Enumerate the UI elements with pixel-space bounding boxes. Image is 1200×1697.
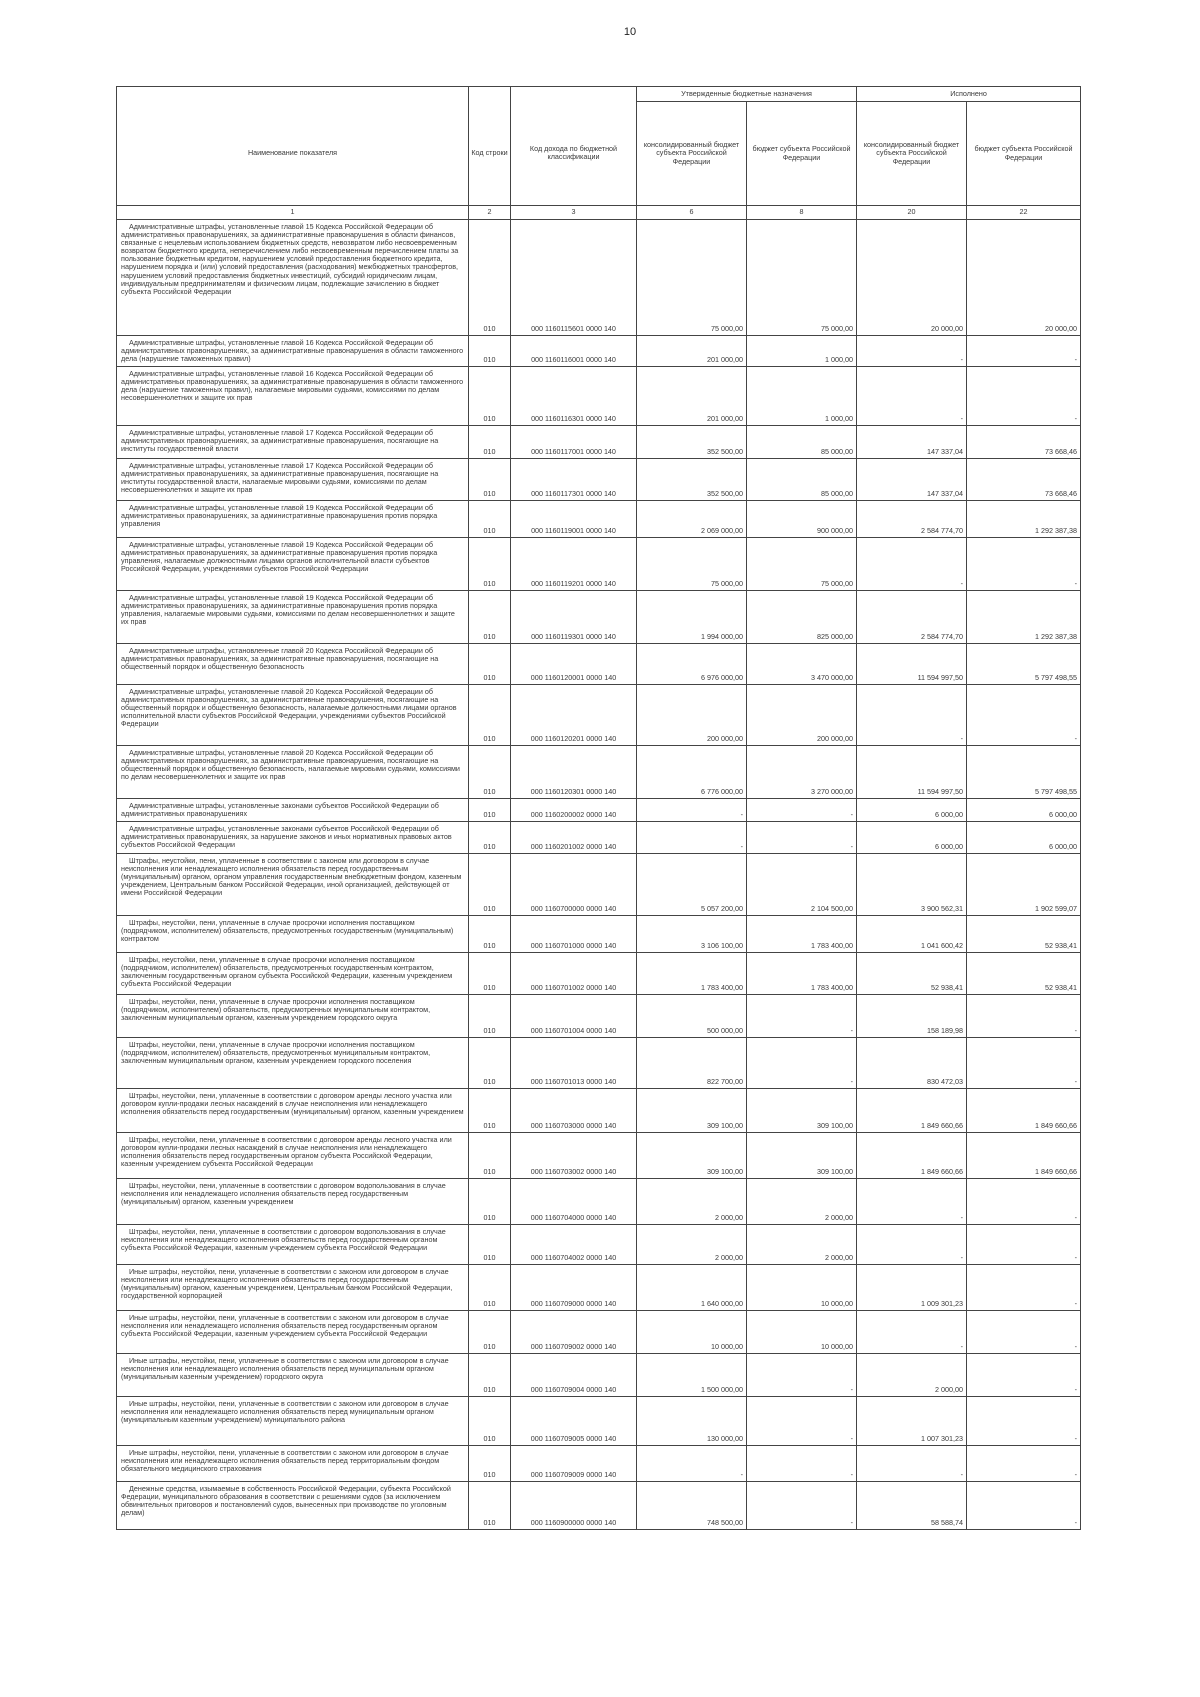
row-subj-executed-cell: -: [967, 1225, 1081, 1265]
row-cons-approved-cell: 352 500,00: [637, 426, 747, 459]
row-subj-executed-cell: -: [967, 1354, 1081, 1397]
table-row: [117, 746, 1081, 799]
row-code-cell: 010: [469, 1265, 511, 1311]
row-cons-executed-cell: -: [857, 1311, 967, 1354]
row-code-cell: 010: [469, 220, 511, 336]
row-kbk-cell: 000 1160119301 0000 140: [511, 591, 637, 644]
row-subj-approved-cell: 10 000,00: [747, 1265, 857, 1311]
row-subj-approved-cell: 900 000,00: [747, 501, 857, 538]
row-code-cell: 010: [469, 501, 511, 538]
row-subj-executed-cell: -: [967, 1179, 1081, 1225]
row-cons-approved-cell: 1 500 000,00: [637, 1354, 747, 1397]
row-kbk-cell: 000 1160700000 0000 140: [511, 854, 637, 916]
table-row: [117, 822, 1081, 854]
row-subj-executed-cell: -: [967, 685, 1081, 746]
row-subj-approved-cell: 309 100,00: [747, 1089, 857, 1133]
header-num-2: 2: [469, 206, 511, 220]
table-row: [117, 685, 1081, 746]
row-cons-approved-cell: 75 000,00: [637, 538, 747, 591]
header-num-3: 3: [511, 206, 637, 220]
row-name-cell: Административные штрафы, установленные главой 17 Кодекса Российской Федерации об административных правонарушениях, за административные правонарушения, посягающие на институты государственной власти, налагаемые мировыми судьями, комиссиями по делам несовершеннолетних и защите их прав: [117, 459, 469, 501]
row-name-cell: Административные штрафы, установленные законами субъектов Российской Федерации об административных правонарушениях, за нарушение законов и иных нормативных правовых актов субъектов Российской Федерации: [117, 822, 469, 854]
row-code-cell: 010: [469, 685, 511, 746]
row-subj-approved-cell: 1 000,00: [747, 367, 857, 426]
table-row: [117, 336, 1081, 367]
row-cons-executed-cell: 58 588,74: [857, 1482, 967, 1530]
row-subj-executed-cell: 20 000,00: [967, 220, 1081, 336]
table-row: [117, 799, 1081, 822]
table-row: [117, 1133, 1081, 1179]
header-num-20: 20: [857, 206, 967, 220]
table-row: [117, 426, 1081, 459]
row-code-cell: 010: [469, 426, 511, 459]
row-cons-executed-cell: 3 900 562,31: [857, 854, 967, 916]
row-name-cell: Иные штрафы, неустойки, пени, уплаченные в соответствии с законом или договором в случае неисполнения или ненадлежащего исполнения обязательств перед государственным (муниципальным) органом, казенным учреждением, Центральным банком Российской Федерации, государственной корпорацией: [117, 1265, 469, 1311]
row-cons-approved-cell: 500 000,00: [637, 995, 747, 1038]
row-cons-approved-cell: 75 000,00: [637, 220, 747, 336]
row-kbk-cell: 000 1160701013 0000 140: [511, 1038, 637, 1089]
row-subj-executed-cell: -: [967, 1482, 1081, 1530]
row-code-cell: 010: [469, 1311, 511, 1354]
header-col-kbk: Код дохода по бюджетной классификации: [511, 102, 637, 206]
row-cons-approved-cell: 6 776 000,00: [637, 746, 747, 799]
row-name-cell: Иные штрафы, неустойки, пени, уплаченные в соответствии с законом или договором в случае неисполнения или ненадлежащего исполнения обязательств перед территориальным фондом обязательного медицинского страхования: [117, 1446, 469, 1482]
row-name-cell: Административные штрафы, установленные главой 20 Кодекса Российской Федерации об административных правонарушениях, за административные правонарушения, посягающие на общественный порядок и общественную безопасность: [117, 644, 469, 685]
row-kbk-cell: 000 1160119001 0000 140: [511, 501, 637, 538]
row-cons-executed-cell: 1 007 301,23: [857, 1397, 967, 1446]
row-cons-approved-cell: 200 000,00: [637, 685, 747, 746]
row-code-cell: 010: [469, 822, 511, 854]
row-name-cell: Штрафы, неустойки, пени, уплаченные в соответствии с договором водопользования в случае неисполнения или ненадлежащего исполнения обязательств перед государственным (муниципальным) органом, казенным учреждением: [117, 1179, 469, 1225]
table-row: [117, 1225, 1081, 1265]
row-subj-approved-cell: 3 470 000,00: [747, 644, 857, 685]
row-name-cell: Штрафы, неустойки, пени, уплаченные в случае просрочки исполнения поставщиком (подрядчиком, исполнителем) обязательств, предусмотренных государственным контрактом, заключенным государственным органом субъекта Российской Федерации, казенным учреждением субъекта Российской Федерации: [117, 953, 469, 995]
row-cons-approved-cell: -: [637, 822, 747, 854]
row-subj-executed-cell: 52 938,41: [967, 953, 1081, 995]
income-report-table: [116, 86, 1081, 1530]
row-cons-executed-cell: 20 000,00: [857, 220, 967, 336]
row-name-cell: Административные штрафы, установленные главой 19 Кодекса Российской Федерации об административных правонарушениях, за административные правонарушения против порядка управления, налагаемые должностными лицами органов исполнительной власти субъектов Российской Федерации, учреждениями субъектов Российской Федерации: [117, 538, 469, 591]
row-name-cell: Административные штрафы, установленные главой 20 Кодекса Российской Федерации об административных правонарушениях, за административные правонарушения, посягающие на общественный порядок и общественную безопасность, налагаемые мировыми судьями, комиссиями по делам несовершеннолетних и защите их прав: [117, 746, 469, 799]
row-subj-executed-cell: 1 292 387,38: [967, 501, 1081, 538]
row-cons-executed-cell: 158 189,98: [857, 995, 967, 1038]
header-group-executed: Исполнено: [857, 87, 1081, 102]
row-subj-approved-cell: -: [747, 799, 857, 822]
row-name-cell: Административные штрафы, установленные главой 20 Кодекса Российской Федерации об административных правонарушениях, за административные правонарушения, посягающие на общественный порядок и общественную безопасность, налагаемые должностными лицами органов исполнительной власти субъектов Российской Федерации, учреждениями субъектов Российской Федерации: [117, 685, 469, 746]
row-cons-executed-cell: -: [857, 538, 967, 591]
row-cons-approved-cell: 201 000,00: [637, 336, 747, 367]
header-num-8: 8: [747, 206, 857, 220]
row-subj-approved-cell: -: [747, 822, 857, 854]
row-kbk-cell: 000 1160709000 0000 140: [511, 1265, 637, 1311]
page-number: 10: [623, 26, 637, 38]
row-subj-approved-cell: 200 000,00: [747, 685, 857, 746]
row-kbk-cell: 000 1160116001 0000 140: [511, 336, 637, 367]
row-cons-executed-cell: 147 337,04: [857, 426, 967, 459]
row-cons-approved-cell: 201 000,00: [637, 367, 747, 426]
row-name-cell: Штрафы, неустойки, пени, уплаченные в соответствии с договором аренды лесного участка или договором купли-продажи лесных насаждений в случае неисполнения или ненадлежащего исполнения обязательств перед государственным органом субъекта Российской Федерации, казенным учреждением субъекта Российской Федерации: [117, 1133, 469, 1179]
header-col-cons-executed: консолидированный бюджет субъекта Российской Федерации: [857, 102, 967, 206]
row-code-cell: 010: [469, 995, 511, 1038]
row-name-cell: Административные штрафы, установленные главой 16 Кодекса Российской Федерации об административных правонарушениях, за административные правонарушения в области таможенного дела (нарушение таможенных правил), налагаемые мировыми судьями, комиссиями по делам несовершеннолетних и защите их прав: [117, 367, 469, 426]
row-cons-approved-cell: 1 994 000,00: [637, 591, 747, 644]
row-cons-approved-cell: -: [637, 799, 747, 822]
header-blank-name: [117, 87, 469, 102]
row-name-cell: Административные штрафы, установленные законами субъектов Российской Федерации об административных правонарушениях: [117, 799, 469, 822]
row-kbk-cell: 000 1160709002 0000 140: [511, 1311, 637, 1354]
row-subj-executed-cell: 1 849 660,66: [967, 1133, 1081, 1179]
row-subj-approved-cell: 75 000,00: [747, 538, 857, 591]
row-code-cell: 010: [469, 367, 511, 426]
row-cons-executed-cell: 6 000,00: [857, 799, 967, 822]
header-group-approved: Утвержденные бюджетные назначения: [637, 87, 857, 102]
row-name-cell: Административные штрафы, установленные главой 19 Кодекса Российской Федерации об административных правонарушениях, за административные правонарушения против порядка управления, налагаемые мировыми судьями, комиссиями по делам несовершеннолетних и защите их прав: [117, 591, 469, 644]
row-name-cell: Административные штрафы, установленные главой 19 Кодекса Российской Федерации об административных правонарушениях, за административные правонарушения против порядка управления: [117, 501, 469, 538]
row-cons-approved-cell: 1 640 000,00: [637, 1265, 747, 1311]
row-name-cell: Штрафы, неустойки, пени, уплаченные в соответствии с договором аренды лесного участка или договором купли-продажи лесных насаждений в случае неисполнения или ненадлежащего исполнения обязательств перед государственным (муниципальным) органом, казенным учреждением: [117, 1089, 469, 1133]
row-kbk-cell: 000 1160117001 0000 140: [511, 426, 637, 459]
row-subj-executed-cell: 52 938,41: [967, 916, 1081, 953]
row-cons-approved-cell: -: [637, 1446, 747, 1482]
report-body: [117, 220, 1081, 1530]
header-num-6: 6: [637, 206, 747, 220]
row-kbk-cell: 000 1160701000 0000 140: [511, 916, 637, 953]
row-subj-executed-cell: -: [967, 367, 1081, 426]
row-cons-executed-cell: 1 041 600,42: [857, 916, 967, 953]
row-cons-approved-cell: 352 500,00: [637, 459, 747, 501]
row-name-cell: Иные штрафы, неустойки, пени, уплаченные в соответствии с законом или договором в случае неисполнения или ненадлежащего исполнения обязательств перед муниципальным органом (муниципальным казенным учреждением) городского округа: [117, 1354, 469, 1397]
header-col-subj-approved: бюджет субъекта Российской Федерации: [747, 102, 857, 206]
row-code-cell: 010: [469, 1089, 511, 1133]
row-kbk-cell: 000 1160704002 0000 140: [511, 1225, 637, 1265]
row-code-cell: 010: [469, 746, 511, 799]
row-kbk-cell: 000 1160709004 0000 140: [511, 1354, 637, 1397]
row-kbk-cell: 000 1160120201 0000 140: [511, 685, 637, 746]
table-row: [117, 1482, 1081, 1530]
row-cons-executed-cell: -: [857, 367, 967, 426]
row-code-cell: 010: [469, 538, 511, 591]
header-blank-code: [469, 87, 511, 102]
row-kbk-cell: 000 1160900000 0000 140: [511, 1482, 637, 1530]
row-code-cell: 010: [469, 644, 511, 685]
row-kbk-cell: 000 1160709005 0000 140: [511, 1397, 637, 1446]
row-cons-executed-cell: 2 584 774,70: [857, 591, 967, 644]
row-subj-approved-cell: 85 000,00: [747, 459, 857, 501]
row-kbk-cell: 000 1160709009 0000 140: [511, 1446, 637, 1482]
row-subj-executed-cell: -: [967, 1311, 1081, 1354]
row-code-cell: 010: [469, 1397, 511, 1446]
row-cons-executed-cell: 52 938,41: [857, 953, 967, 995]
row-cons-approved-cell: 2 000,00: [637, 1179, 747, 1225]
row-subj-executed-cell: -: [967, 538, 1081, 591]
row-cons-executed-cell: 1 009 301,23: [857, 1265, 967, 1311]
row-subj-executed-cell: 5 797 498,55: [967, 746, 1081, 799]
row-cons-approved-cell: 748 500,00: [637, 1482, 747, 1530]
row-cons-approved-cell: 2 069 000,00: [637, 501, 747, 538]
table-row: [117, 538, 1081, 591]
row-cons-executed-cell: 11 594 997,50: [857, 746, 967, 799]
header-num-22: 22: [967, 206, 1081, 220]
header-num-1: 1: [117, 206, 469, 220]
header-blank-kbk: [511, 87, 637, 102]
header-col-name: Наименование показателя: [117, 102, 469, 206]
row-cons-executed-cell: -: [857, 1179, 967, 1225]
row-subj-approved-cell: -: [747, 1038, 857, 1089]
row-kbk-cell: 000 1160201002 0000 140: [511, 822, 637, 854]
row-kbk-cell: 000 1160120301 0000 140: [511, 746, 637, 799]
row-name-cell: Иные штрафы, неустойки, пени, уплаченные в соответствии с законом или договором в случае неисполнения или ненадлежащего исполнения обязательств перед государственным органом субъекта Российской Федерации, казенным учреждением субъекта Российской Федерации: [117, 1311, 469, 1354]
row-cons-executed-cell: 11 594 997,50: [857, 644, 967, 685]
row-cons-executed-cell: -: [857, 1225, 967, 1265]
row-code-cell: 010: [469, 1446, 511, 1482]
row-name-cell: Административные штрафы, установленные главой 17 Кодекса Российской Федерации об административных правонарушениях, за административные правонарушения, посягающие на институты государственной власти: [117, 426, 469, 459]
row-kbk-cell: 000 1160120001 0000 140: [511, 644, 637, 685]
row-name-cell: Штрафы, неустойки, пени, уплаченные в случае просрочки исполнения поставщиком (подрядчиком, исполнителем) обязательств, предусмотренных муниципальным контрактом, заключенным муниципальным органом, казенным учреждением городского округа: [117, 995, 469, 1038]
table-row: [117, 591, 1081, 644]
row-kbk-cell: 000 1160701004 0000 140: [511, 995, 637, 1038]
row-cons-executed-cell: 1 849 660,66: [857, 1133, 967, 1179]
row-kbk-cell: 000 1160115601 0000 140: [511, 220, 637, 336]
row-kbk-cell: 000 1160116301 0000 140: [511, 367, 637, 426]
row-subj-executed-cell: 1 849 660,66: [967, 1089, 1081, 1133]
row-cons-approved-cell: 5 057 200,00: [637, 854, 747, 916]
header-col-code: Код строки: [469, 102, 511, 206]
table-row: [117, 1446, 1081, 1482]
row-subj-executed-cell: -: [967, 1446, 1081, 1482]
row-name-cell: Штрафы, неустойки, пени, уплаченные в соответствии с договором водопользования в случае неисполнения или ненадлежащего исполнения обязательств перед государственным органом субъекта Российской Федерации, казенным учреждением субъекта Российской Федерации: [117, 1225, 469, 1265]
row-subj-executed-cell: 1 292 387,38: [967, 591, 1081, 644]
row-kbk-cell: 000 1160703000 0000 140: [511, 1089, 637, 1133]
row-subj-executed-cell: -: [967, 1038, 1081, 1089]
table-row: [117, 1038, 1081, 1089]
row-cons-executed-cell: -: [857, 1446, 967, 1482]
table-row: [117, 501, 1081, 538]
row-name-cell: Административные штрафы, установленные главой 15 Кодекса Российской Федерации об административных правонарушениях, за административные правонарушения в области финансов, связанные с нецелевым использованием бюджетных средств, невозвратом либо несвоевременным возвратом бюджетного кредита, неперечислением либо несвоевременным перечислением платы за пользование бюджетным кредитом, нарушением условий предоставления бюджетного кредита, нарушением порядка и (или) условий предоставления (расходования) межбюджетных трансфертов, нарушением условий предоставления бюджетных инвестиций, субсидий юридическим лицам, индивидуальным предпринимателям и физическим лицам, подлежащие зачислению в бюджет субъекта Российской Федерации: [117, 220, 469, 336]
table-row: [117, 854, 1081, 916]
row-name-cell: Иные штрафы, неустойки, пени, уплаченные в соответствии с законом или договором в случае неисполнения или ненадлежащего исполнения обязательств перед муниципальным органом (муниципальным казенным учреждением) муниципального района: [117, 1397, 469, 1446]
row-name-cell: Штрафы, неустойки, пени, уплаченные в соответствии с законом или договором в случае неисполнения или ненадлежащего исполнения обязательств перед государственным (муниципальным) органом, органом управления государственным внебюджетным фондом, казенным учреждением, Центральным банком Российской Федерации, иной организацией, действующей от имени Российской Федерации: [117, 854, 469, 916]
row-kbk-cell: 000 1160701002 0000 140: [511, 953, 637, 995]
row-cons-approved-cell: 6 976 000,00: [637, 644, 747, 685]
row-subj-approved-cell: -: [747, 1354, 857, 1397]
table-row: [117, 1311, 1081, 1354]
row-cons-approved-cell: 3 106 100,00: [637, 916, 747, 953]
row-cons-executed-cell: 1 849 660,66: [857, 1089, 967, 1133]
row-cons-approved-cell: 1 783 400,00: [637, 953, 747, 995]
header-col-subj-executed: бюджет субъекта Российской Федерации: [967, 102, 1081, 206]
row-cons-approved-cell: 10 000,00: [637, 1311, 747, 1354]
row-kbk-cell: 000 1160117301 0000 140: [511, 459, 637, 501]
row-code-cell: 010: [469, 799, 511, 822]
row-subj-executed-cell: 73 668,46: [967, 426, 1081, 459]
row-subj-approved-cell: 2 104 500,00: [747, 854, 857, 916]
row-subj-approved-cell: -: [747, 1397, 857, 1446]
row-code-cell: 010: [469, 1482, 511, 1530]
table-row: [117, 644, 1081, 685]
row-code-cell: 010: [469, 916, 511, 953]
row-name-cell: Штрафы, неустойки, пени, уплаченные в случае просрочки исполнения поставщиком (подрядчиком, исполнителем) обязательств, предусмотренных государственным (муниципальным) контрактом: [117, 916, 469, 953]
row-name-cell: Денежные средства, изымаемые в собственность Российской Федерации, субъекта Российской Федерации, муниципального образования в соответствии с решениями судов (за исключением обвинительных приговоров и постановлений судов, вынесенных при производстве по уголовным делам): [117, 1482, 469, 1530]
table-row: [117, 1265, 1081, 1311]
row-subj-approved-cell: 3 270 000,00: [747, 746, 857, 799]
row-code-cell: 010: [469, 591, 511, 644]
table-row: [117, 995, 1081, 1038]
row-subj-approved-cell: -: [747, 1482, 857, 1530]
row-subj-executed-cell: 6 000,00: [967, 822, 1081, 854]
row-subj-approved-cell: 2 000,00: [747, 1179, 857, 1225]
row-name-cell: Административные штрафы, установленные главой 16 Кодекса Российской Федерации об административных правонарушениях, за административные правонарушения в области таможенного дела (нарушение таможенных правил): [117, 336, 469, 367]
row-name-cell: Штрафы, неустойки, пени, уплаченные в случае просрочки исполнения поставщиком (подрядчиком, исполнителем) обязательств, предусмотренных муниципальным контрактом, заключенным муниципальным органом, казенным учреждением городского поселения: [117, 1038, 469, 1089]
row-subj-approved-cell: 85 000,00: [747, 426, 857, 459]
row-subj-approved-cell: -: [747, 995, 857, 1038]
row-cons-approved-cell: 822 700,00: [637, 1038, 747, 1089]
row-subj-executed-cell: -: [967, 995, 1081, 1038]
row-cons-executed-cell: -: [857, 336, 967, 367]
row-cons-executed-cell: 2 584 774,70: [857, 501, 967, 538]
row-code-cell: 010: [469, 953, 511, 995]
table-row: [117, 220, 1081, 336]
row-subj-executed-cell: 1 902 599,07: [967, 854, 1081, 916]
row-subj-approved-cell: 309 100,00: [747, 1133, 857, 1179]
row-subj-approved-cell: 1 783 400,00: [747, 953, 857, 995]
table-row: [117, 1397, 1081, 1446]
row-subj-executed-cell: 6 000,00: [967, 799, 1081, 822]
row-kbk-cell: 000 1160119201 0000 140: [511, 538, 637, 591]
row-code-cell: 010: [469, 336, 511, 367]
row-cons-executed-cell: 2 000,00: [857, 1354, 967, 1397]
row-code-cell: 010: [469, 1133, 511, 1179]
row-subj-approved-cell: 825 000,00: [747, 591, 857, 644]
header-col-cons-approved: консолидированный бюджет субъекта Российской Федерации: [637, 102, 747, 206]
row-subj-executed-cell: -: [967, 1397, 1081, 1446]
row-cons-approved-cell: 130 000,00: [637, 1397, 747, 1446]
row-kbk-cell: 000 1160704000 0000 140: [511, 1179, 637, 1225]
row-subj-approved-cell: 1 000,00: [747, 336, 857, 367]
row-cons-approved-cell: 309 100,00: [637, 1089, 747, 1133]
row-code-cell: 010: [469, 1225, 511, 1265]
row-subj-approved-cell: 2 000,00: [747, 1225, 857, 1265]
row-kbk-cell: 000 1160703002 0000 140: [511, 1133, 637, 1179]
table-row: [117, 916, 1081, 953]
row-code-cell: 010: [469, 1179, 511, 1225]
row-subj-executed-cell: 73 668,46: [967, 459, 1081, 501]
row-subj-approved-cell: -: [747, 1446, 857, 1482]
row-cons-executed-cell: 147 337,04: [857, 459, 967, 501]
row-subj-approved-cell: 1 783 400,00: [747, 916, 857, 953]
row-cons-executed-cell: 6 000,00: [857, 822, 967, 854]
row-subj-executed-cell: -: [967, 336, 1081, 367]
row-subj-executed-cell: 5 797 498,55: [967, 644, 1081, 685]
row-code-cell: 010: [469, 1354, 511, 1397]
table-row: [117, 459, 1081, 501]
row-cons-approved-cell: 309 100,00: [637, 1133, 747, 1179]
row-code-cell: 010: [469, 459, 511, 501]
row-code-cell: 010: [469, 1038, 511, 1089]
table-row: [117, 1179, 1081, 1225]
row-cons-approved-cell: 2 000,00: [637, 1225, 747, 1265]
row-cons-executed-cell: -: [857, 685, 967, 746]
row-subj-approved-cell: 75 000,00: [747, 220, 857, 336]
table-row: [117, 1089, 1081, 1133]
row-subj-approved-cell: 10 000,00: [747, 1311, 857, 1354]
row-subj-executed-cell: -: [967, 1265, 1081, 1311]
table-row: [117, 953, 1081, 995]
row-cons-executed-cell: 830 472,03: [857, 1038, 967, 1089]
row-code-cell: 010: [469, 854, 511, 916]
table-row: [117, 1354, 1081, 1397]
row-kbk-cell: 000 1160200002 0000 140: [511, 799, 637, 822]
table-row: [117, 367, 1081, 426]
